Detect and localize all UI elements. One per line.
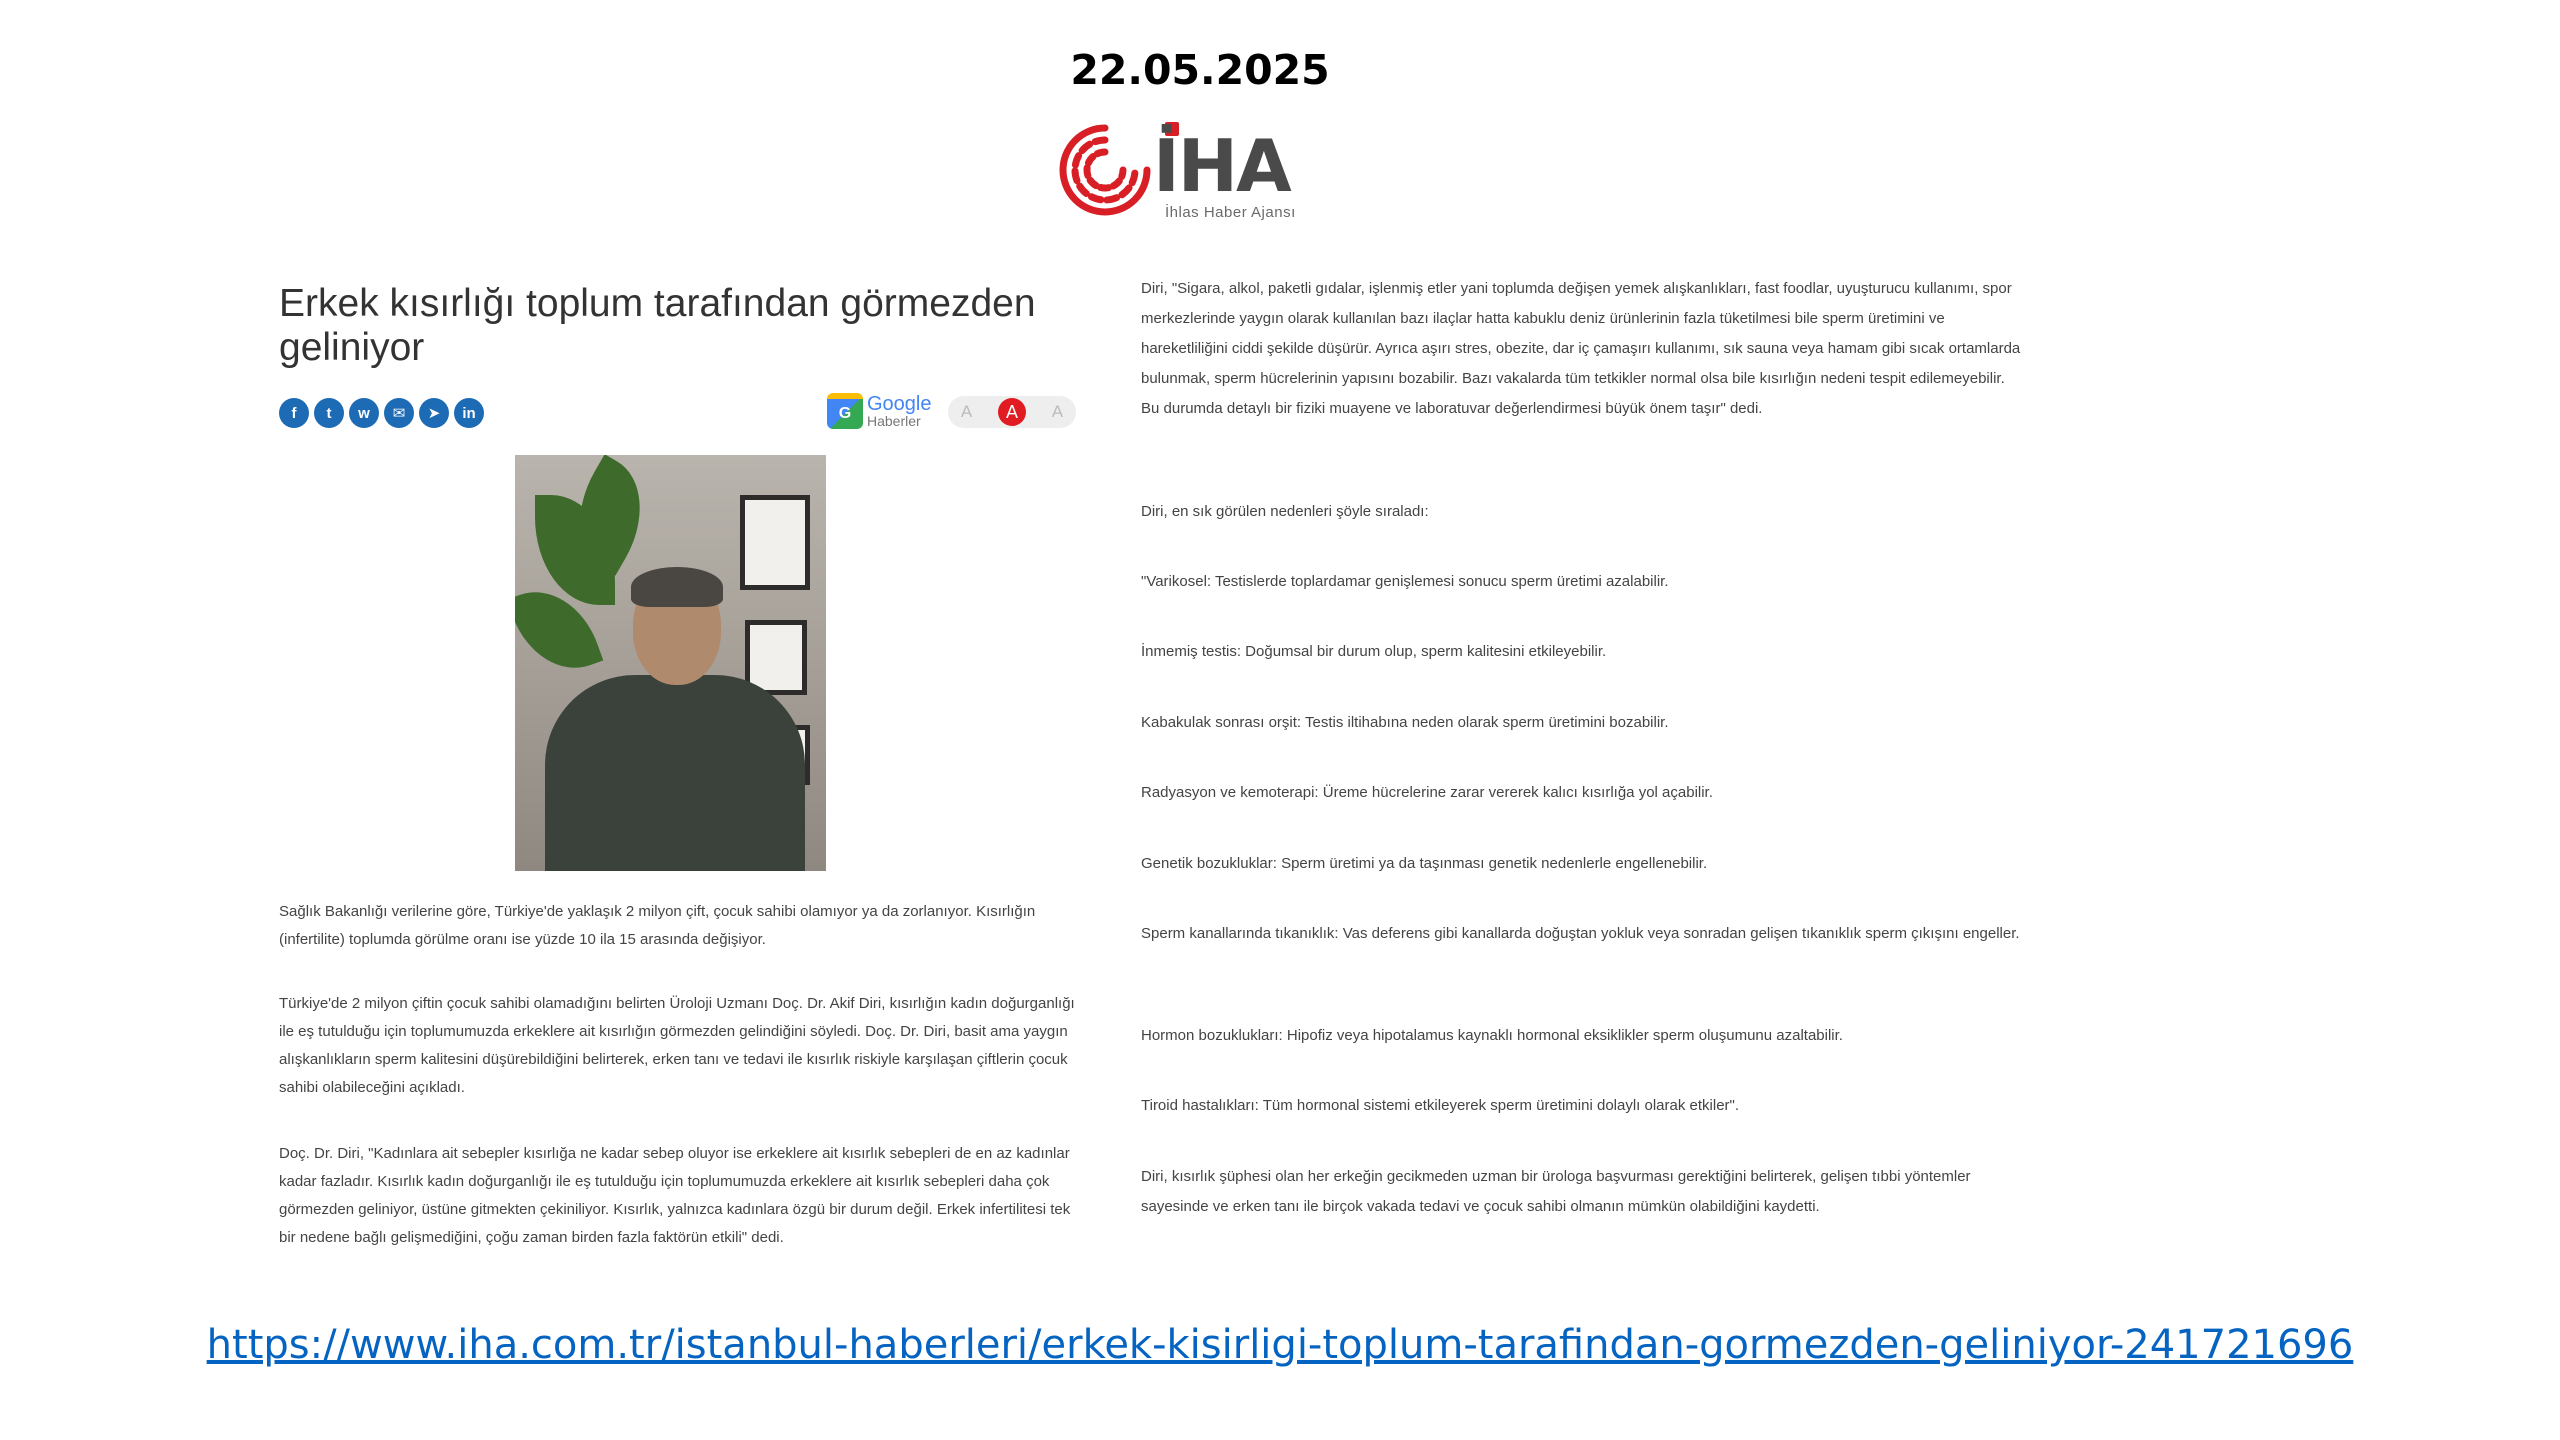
google-news-label: Google [867, 393, 932, 415]
article-paragraph: Sağlık Bakanlığı verilerine göre, Türkiye'de yaklaşık 2 milyon çift, çocuk sahibi olamıyor ya da zorlanıyor. Kısırlığın (infertilite) toplumda görülme oranı ise yüzde 10 ila 15 arasında değişiyor. [279, 903, 1036, 948]
google-news-sublabel: Haberler [867, 413, 921, 429]
article-list-item: Kabakulak sonrası orşit: Testis iltihabına neden olarak sperm üretimini bozabilir. [1141, 714, 1669, 731]
twitter-icon[interactable]: t [314, 398, 344, 428]
article-list-item: İnmemiş testis: Doğumsal bir durum olup, sperm kalitesini etkileyebilir. [1141, 643, 1607, 660]
article-paragraph: Doç. Dr. Diri, "Kadınlara ait sebepler kısırlığa ne kadar sebep oluyor ise erkeklere ait kısırlık sebepleri de en az kadınlar kadar fazladır. Kısırlık kadın doğurganlığı ile eş tutulduğu için toplumumuzda erkeklere ait kısırlık sebepleri daha çok görmezden geliniyor, üstüne gitmekten çekiniliyor. Kısırlık, yalnızca kadınlara özgü bir durum değil. Erkek infertilitesi tek bir nedene bağlı gelişmediğini, çoğu zaman birden fazla faktörün etkili" dedi. [279, 1145, 1071, 1246]
article-headline: Erkek kısırlığı toplum tarafından görmezden geliniyor [279, 282, 1036, 369]
article-list-item: "Varikosel: Testislerde toplardamar genişlemesi sonucu sperm üretimi azalabilir. [1141, 573, 1669, 590]
article-paragraph: Diri, kısırlık şüphesi olan her erkeğin gecikmeden uzman bir ürologa başvurması gerektiğini belirterek, gelişen tıbbi yöntemler sayesinde ve erken tanı ile birçok vakada tedavi ve çocuk sahibi olmanın mümkün olabildiğini kaydetti. [1141, 1168, 1971, 1215]
source-url-link[interactable]: https://www.iha.com.tr/istanbul-haberleri/erkek-kisirligi-toplum-tarafindan-gormezden-geliniyor-241721696 [206, 1322, 2354, 1368]
font-size-controls [948, 396, 1076, 428]
google-news-button[interactable] [827, 393, 932, 429]
article-paragraph: Diri, en sık görülen nedenleri şöyle sıraladı: [1141, 503, 1429, 520]
article-paragraph: Diri, "Sigara, alkol, paketli gıdalar, işlenmiş etler yani toplumda değişen yemek alışkanlıkları, fast foodlar, uyuşturucu kullanımı, spor merkezlerinde yaygın olarak kullanılan bazı ilaçlar hatta kabuklu deniz ürünlerinin fazla tüketilmesi bile sperm üretimini ve hareketliliğini ciddi şekilde düşürür. Ayrıca aşırı stres, obezite, dar iç çamaşırı kullanımı, sık sauna veya hamam gibi sıcak ortamlarda bulunmak, sperm hücrelerinin yapısını bozabilir. Bazı vakalarda tüm tetkikler normal olsa bile kısırlığın nedeni tespit edilemeyebilir. Bu durumda detaylı bir fiziki muayene ve laboratuvar değerlendirmesi büyük önem taşır" dedi. [1141, 280, 2021, 417]
article-list-item: Tiroid hastalıkları: Tüm hormonal sistemi etkileyerek sperm üretimini dolaylı olarak etkiler". [1141, 1097, 1740, 1114]
font-decrease-button[interactable]: A [960, 402, 973, 421]
font-default-button[interactable]: A [998, 398, 1026, 426]
email-icon[interactable]: ✉ [384, 398, 414, 428]
article-list-item: Hormon bozuklukları: Hipofiz veya hipotalamus kaynaklı hormonal eksiklikler sperm oluşumunu azaltabilir. [1141, 1027, 1843, 1044]
share-buttons [279, 398, 484, 428]
whatsapp-icon[interactable]: w [349, 398, 379, 428]
article-list-item: Radyasyon ve kemoterapi: Üreme hücrelerine zarar vererek kalıcı kısırlığa yol açabilir. [1141, 784, 1713, 801]
telegram-icon[interactable]: ➤ [419, 398, 449, 428]
iha-swirl-icon [1055, 120, 1155, 220]
article-list-item: Genetik bozukluklar: Sperm üretimi ya da taşınması genetik nedenlerle engellenebilir. [1141, 855, 1708, 872]
page-date: 22.05.2025 [1070, 46, 1330, 94]
iha-logo [1055, 118, 1325, 226]
google-news-icon: G [827, 393, 863, 429]
article-photo [515, 455, 826, 871]
article-paragraph: Türkiye'de 2 milyon çiftin çocuk sahibi olamadığını belirten Üroloji Uzmanı Doç. Dr. Akif Diri, kısırlığın kadın doğurganlığı ile eş tutulduğu için toplumumuzda erkeklere ait kısırlığın görmezden gelindiğini söyledi. Doç. Dr. Diri, basit ama yaygın alışkanlıkların sperm kalitesini düşürebildiğini belirterek, erken tanı ve tedavi ile kısırlık riskiyle karşılaşan çiftlerin çocuk sahibi olabileceğini açıkladı. [279, 995, 1075, 1096]
linkedin-icon[interactable]: in [454, 398, 484, 428]
article-list-item: Sperm kanallarında tıkanıklık: Vas deferens gibi kanallarda doğuştan yokluk veya sonradan gelişen tıkanıklık sperm çıkışını engeller. [1141, 925, 2020, 942]
font-increase-button[interactable]: A [1051, 402, 1064, 421]
facebook-icon[interactable]: f [279, 398, 309, 428]
logo-wordmark: İHA [1153, 124, 1290, 208]
logo-subtitle: İhlas Haber Ajansı [1165, 204, 1296, 221]
